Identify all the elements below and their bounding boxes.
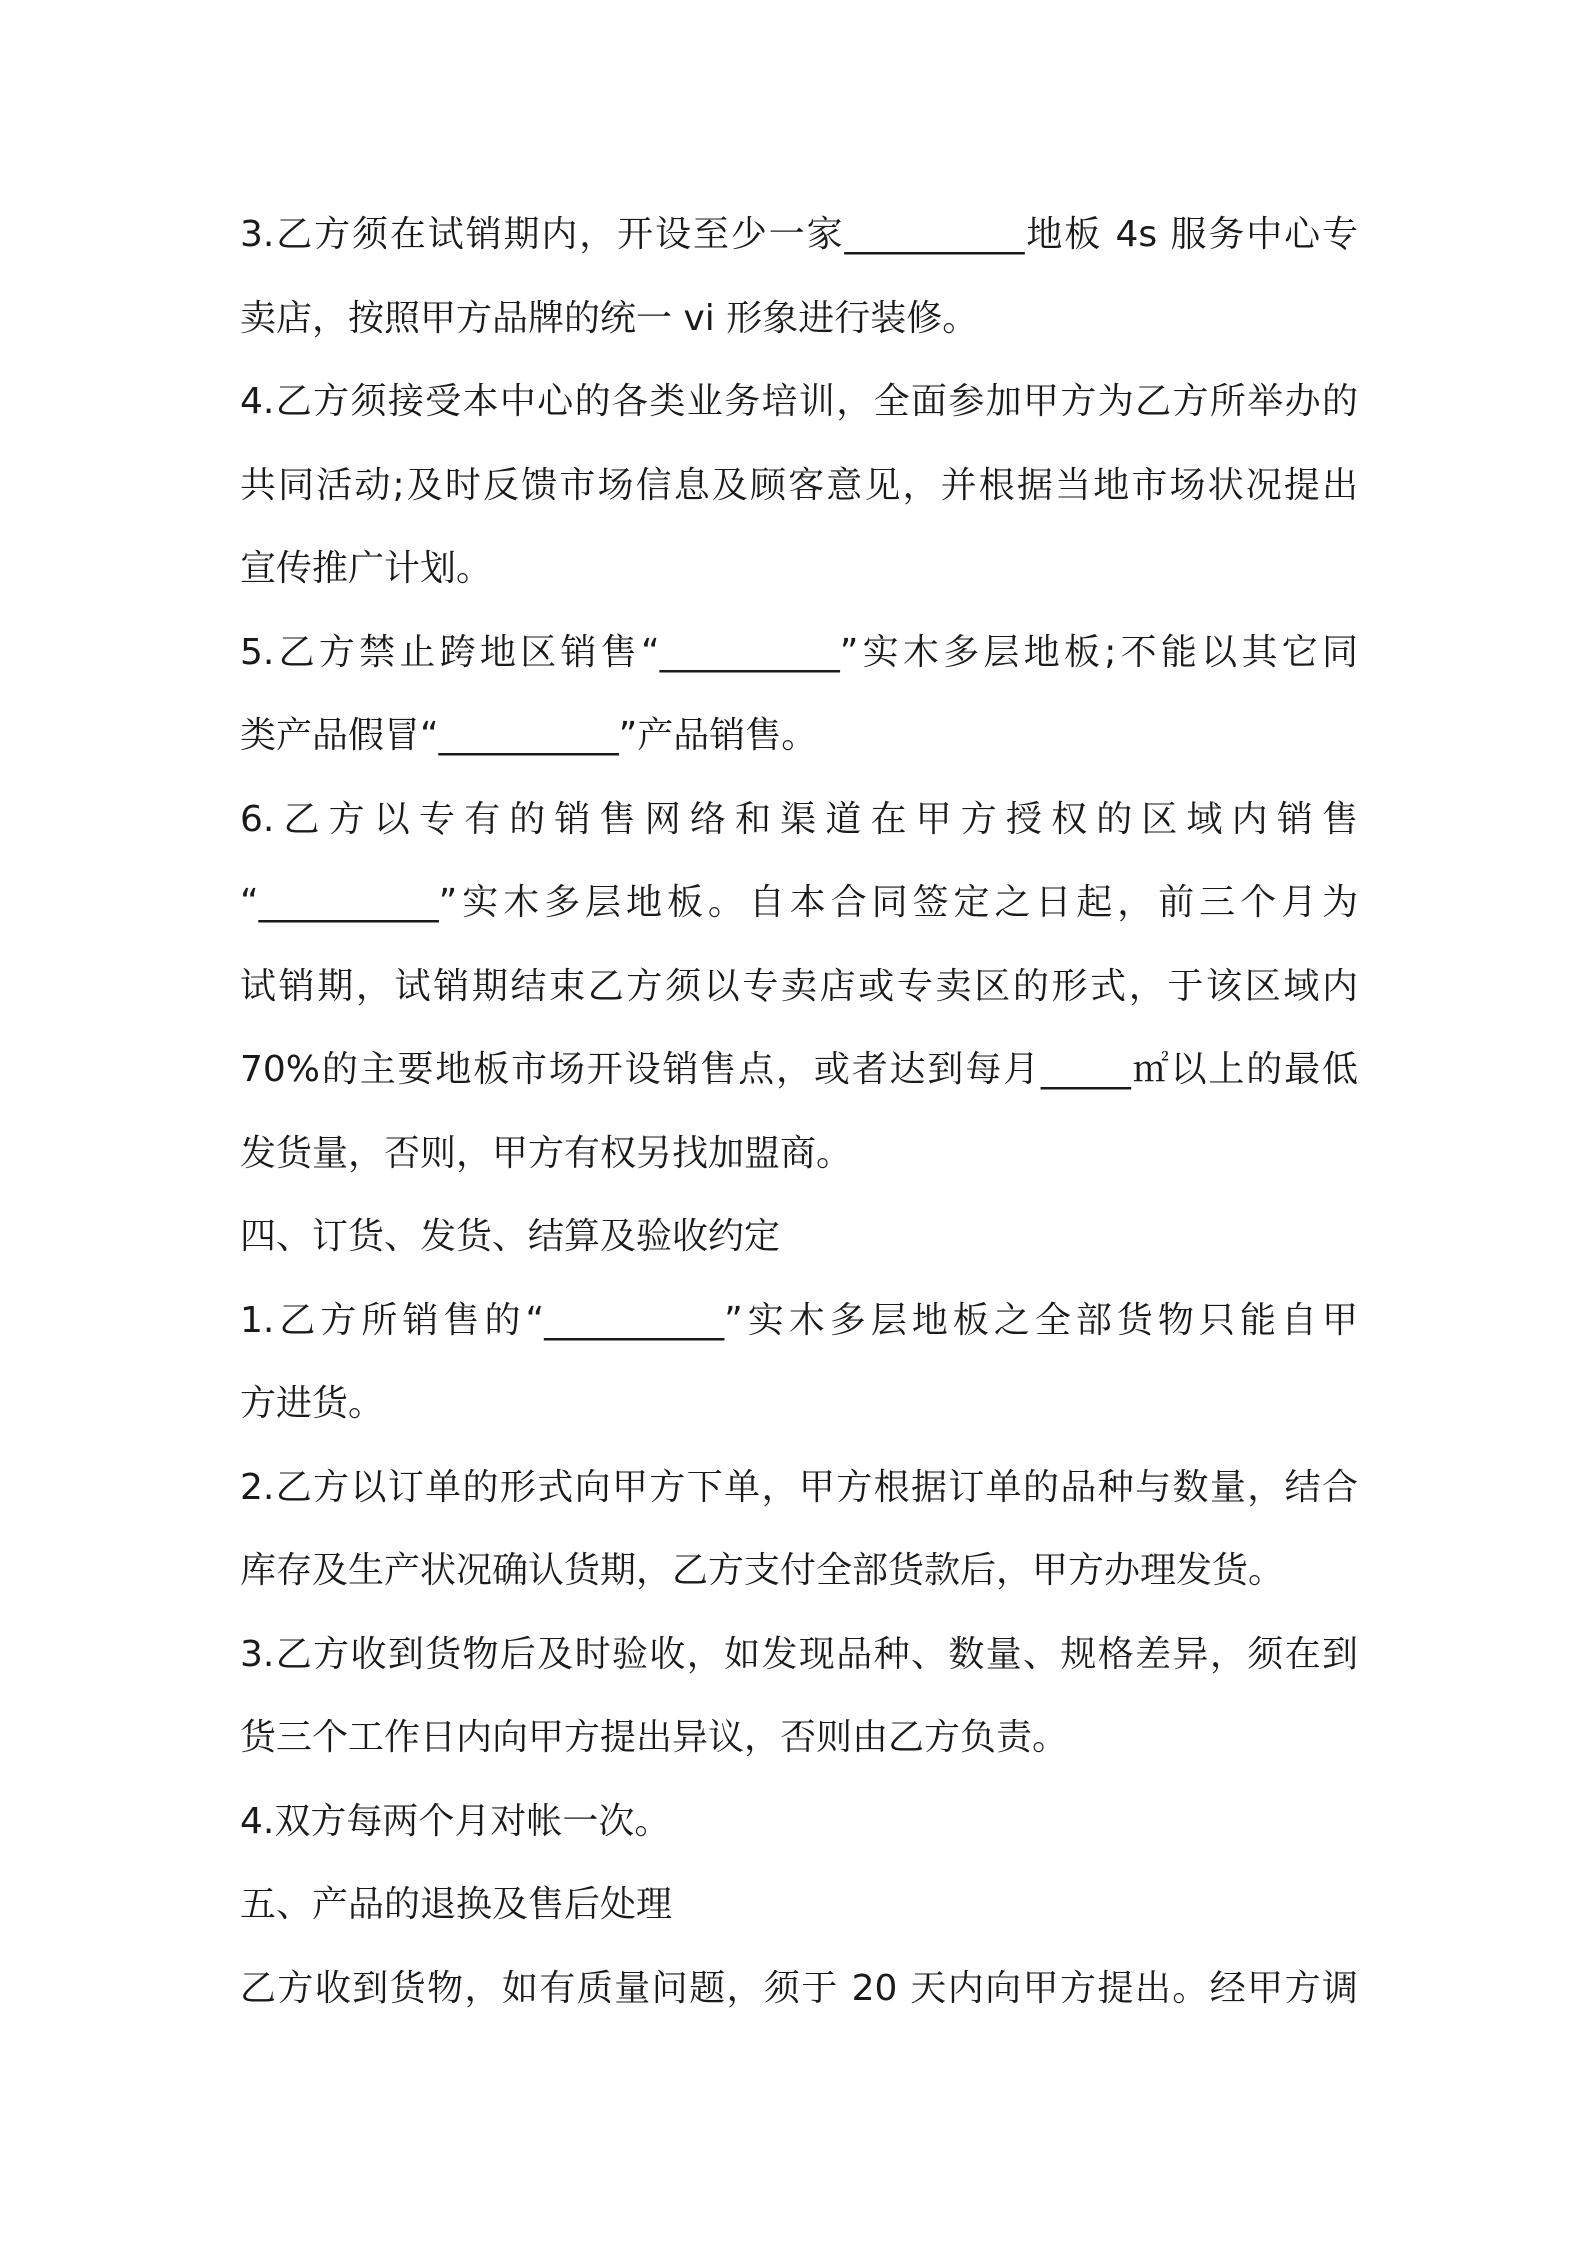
clause-5-line-1: 5.乙方禁止跨地区销售“__________”实木多层地板;不能以其它同 <box>240 631 1358 673</box>
clause-3-line-2: 卖店，按照甲方品牌的统一 vi 形象进行装修。 <box>240 297 979 339</box>
clause-6-line-4: 70%的主要地板市场开设销售点，或者达到每月_____㎡以上的最低 <box>240 1049 1358 1090</box>
section-4-heading: 四、订货、发货、结算及验收约定 <box>240 1216 781 1257</box>
clause-4-line-2: 共同活动;及时反馈市场信息及顾客意见，并根据当地市场状况提出 <box>240 464 1358 506</box>
section-4-clause-3-line-1: 3.乙方收到货物后及时验收，如发现品种、数量、规格差异，须在到 <box>240 1633 1358 1675</box>
section-4-clause-2-line-2: 库存及生产状况确认货期，乙方支付全部货款后，甲方办理发货。 <box>240 1550 1285 1591</box>
clause-6-line-3: 试销期，试销期结束乙方须以专卖店或专卖区的形式，于该区域内 <box>240 965 1358 1007</box>
clause-4-line-1: 4.乙方须接受本中心的各类业务培训，全面参加甲方为乙方所举办的 <box>240 381 1358 422</box>
section-5-heading: 五、产品的退换及售后处理 <box>240 1884 673 1925</box>
clause-4-line-3: 宣传推广计划。 <box>240 548 493 589</box>
clause-6-line-1: 6.乙方以专有的销售网络和渠道在甲方授权的区域内销售 <box>240 798 1358 840</box>
section-4-clause-3-line-2: 货三个工作日内向甲方提出异议，否则由乙方负责。 <box>240 1717 1069 1758</box>
section-4-clause-1-line-1: 1.乙方所销售的“__________”实木多层地板之全部货物只能自甲 <box>240 1299 1358 1341</box>
section-4-clause-1-line-2: 方进货。 <box>240 1383 385 1424</box>
section-4-clause-4: 4.双方每两个月对帐一次。 <box>240 1800 671 1842</box>
section-4-clause-2-line-1: 2.乙方以订单的形式向甲方下单，甲方根据订单的品种与数量，结合 <box>240 1466 1358 1508</box>
clause-5-line-2: 类产品假冒“__________”产品销售。 <box>240 715 818 756</box>
document-body <box>240 193 1358 2030</box>
clause-3-line-1: 3.乙方须在试销期内，开设至少一家__________地板 4s 服务中心专 <box>240 214 1358 255</box>
clause-6-line-2: “__________”实木多层地板。自本合同签定之日起，前三个月为 <box>240 882 1358 923</box>
section-5-paragraph-line-1: 乙方收到货物，如有质量问题，须于 20 天内向甲方提出。经甲方调 <box>240 1967 1358 2009</box>
clause-6-line-5: 发货量，否则，甲方有权另找加盟商。 <box>240 1132 853 1174</box>
